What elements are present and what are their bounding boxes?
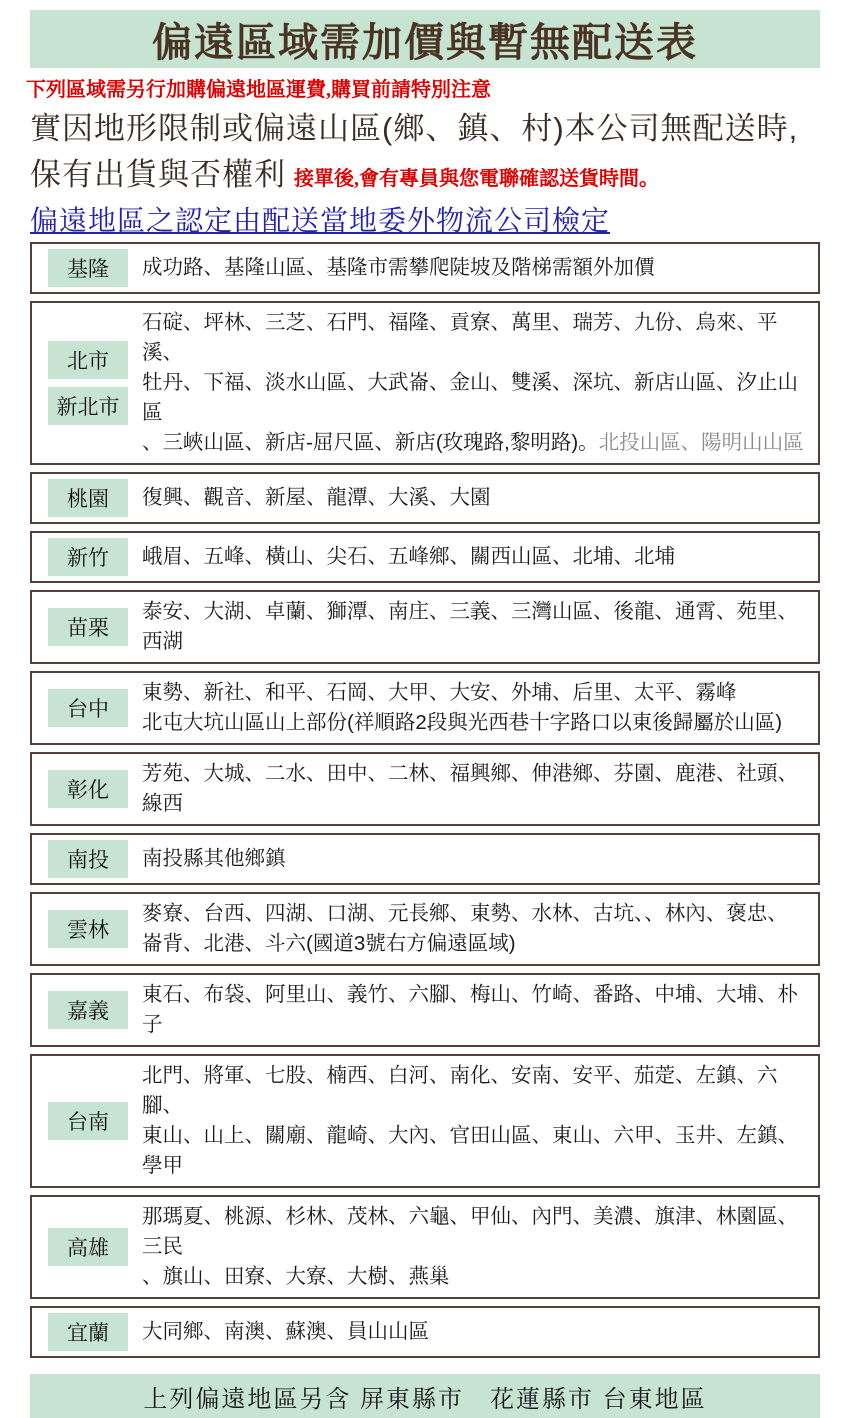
page-title-bar (30, 10, 820, 68)
region-areas-line: 牡丹、下福、淡水山區、大武崙、金山、雙溪、深坑、新店山區、汐止山區 (142, 371, 798, 424)
region-areas-line: 、旗山、田寮、大寮、大樹、燕巢 (142, 1265, 450, 1288)
policy-red-note: 接單後,會有專員與您電聯確認送貨時間。 (294, 168, 659, 190)
region-label: 苗栗 (48, 608, 128, 646)
region-label-group (48, 479, 128, 517)
table-row (30, 752, 820, 826)
region-areas-line: 北屯大坑山區山上部份(祥順路2段與光西巷十字路口以東後歸屬於山區) (142, 711, 783, 734)
table-row (30, 590, 820, 664)
table-row (30, 973, 820, 1047)
region-surcharge-table (30, 242, 820, 1358)
region-label: 基隆 (48, 249, 128, 287)
region-label-group (48, 608, 128, 646)
red-warning-text: 下列區域需另行加購偏遠地區運費,購買前請特別注意 (26, 79, 491, 101)
region-areas-line: 芳苑、大城、二水、田中、二林、福興鄉、伸港鄉、芬園、鹿港、社頭、線西 (142, 762, 798, 815)
policy-statement (30, 106, 820, 202)
region-areas-line: 麥寮、台西、四湖、口湖、元長鄉、東勢、水林、古坑、、林內、褒忠、 (142, 902, 788, 925)
blue-certification-note: 偏遠地區之認定由配送當地委外物流公司檢定 (30, 205, 611, 236)
table-row (30, 1306, 820, 1358)
region-areas-text (142, 899, 788, 959)
region-areas-line: 南投縣其他鄉鎮 (142, 847, 286, 870)
region-areas-line: 那瑪夏、桃源、杉林、茂林、六龜、甲仙、內門、美濃、旗津、林園區、三民 (142, 1205, 798, 1258)
policy-statement-line1: 實因地形限制或偏遠山區(鄉、鎮、村)本公司無配送時, (30, 111, 799, 146)
region-areas-line: 北門、將軍、七股、楠西、白河、南化、安南、安平、茄萣、左鎮、六腳、 (142, 1064, 778, 1117)
policy-statement-line2 (30, 152, 820, 202)
region-areas-text (142, 759, 812, 819)
region-areas-line: 復興、觀音、新屋、龍潭、大溪、大園 (142, 486, 491, 509)
table-row (30, 833, 820, 885)
footer-bar (30, 1374, 820, 1418)
region-areas-text (142, 678, 782, 738)
region-label-group (48, 1313, 128, 1351)
region-areas-line: 、三峽山區、新店-屈尺區、新店(玫瑰路,黎明路)。北投山區、陽明山山區 (142, 431, 804, 454)
region-areas-text (142, 597, 812, 657)
region-areas-line: 成功路、基隆山區、基隆市需攀爬陡坡及階梯需額外加價 (142, 256, 655, 279)
region-areas-text (142, 308, 812, 458)
region-label: 南投 (48, 840, 128, 878)
region-areas-line: 東石、布袋、阿里山、義竹、六腳、梅山、竹崎、番路、中埔、大埔、朴子 (142, 983, 798, 1036)
region-areas-text (142, 483, 491, 513)
region-areas-line: 大同鄉、南澳、蘇澳、員山山區 (142, 1320, 429, 1343)
page-title: 偏遠區域需加價與暫無配送表 (152, 20, 698, 65)
region-areas-line: 東勢、新社、和平、石岡、大甲、大安、外埔、后里、太平、霧峰 (142, 681, 737, 704)
region-label-group (48, 840, 128, 878)
region-areas-text (142, 844, 286, 874)
region-areas-line: 東山、山上、關廟、龍崎、大內、官田山區、東山、六甲、玉井、左鎮、學甲 (142, 1124, 798, 1177)
region-label: 台南 (48, 1102, 128, 1140)
region-label-group (48, 689, 128, 727)
table-row (30, 472, 820, 524)
region-label: 桃園 (48, 479, 128, 517)
region-label: 高雄 (48, 1228, 128, 1266)
region-label-group (48, 249, 128, 287)
table-row (30, 1195, 820, 1299)
region-areas-text (142, 542, 675, 572)
region-label: 嘉義 (48, 991, 128, 1029)
region-areas-text (142, 980, 812, 1040)
region-label: 北市 (48, 341, 128, 379)
footer-note: 上列偏遠地區另含 屏東縣市 花蓮縣市 台東地區 (143, 1385, 707, 1413)
region-areas-text (142, 1317, 429, 1347)
table-row (30, 531, 820, 583)
table-row (30, 671, 820, 745)
region-areas-line: 崙背、北港、斗六(國道3號右方偏遠區域) (142, 932, 516, 955)
region-label: 台中 (48, 689, 128, 727)
region-label: 新竹 (48, 538, 128, 576)
region-label-group (48, 1228, 128, 1266)
region-label: 雲林 (48, 910, 128, 948)
region-label-group (48, 770, 128, 808)
table-row (30, 892, 820, 966)
region-areas-text (142, 1202, 812, 1292)
region-areas-line: 泰安、大湖、卓蘭、獅潭、南庄、三義、三灣山區、後龍、通霄、苑里、西湖 (142, 600, 798, 653)
table-row (30, 1054, 820, 1188)
region-label: 宜蘭 (48, 1313, 128, 1351)
region-label: 新北市 (48, 387, 128, 425)
region-label-group (48, 1102, 128, 1140)
region-areas-line: 峨眉、五峰、橫山、尖石、五峰鄉、關西山區、北埔、北埔 (142, 545, 675, 568)
region-areas-line: 石碇、坪林、三芝、石門、福隆、貢寮、萬里、瑞芳、九份、烏來、平溪、 (142, 311, 778, 364)
region-label: 彰化 (48, 770, 128, 808)
region-label-group (48, 910, 128, 948)
policy-statement-line2-text: 保有出貨與否權利 (30, 157, 286, 192)
table-row (30, 301, 820, 465)
table-row (30, 242, 820, 294)
region-areas-text (142, 1061, 812, 1181)
region-areas-text (142, 253, 655, 283)
region-label-group (48, 341, 128, 425)
region-label-group (48, 538, 128, 576)
region-areas-gray-suffix: 北投山區、陽明山山區 (598, 431, 804, 454)
region-label-group (48, 991, 128, 1029)
